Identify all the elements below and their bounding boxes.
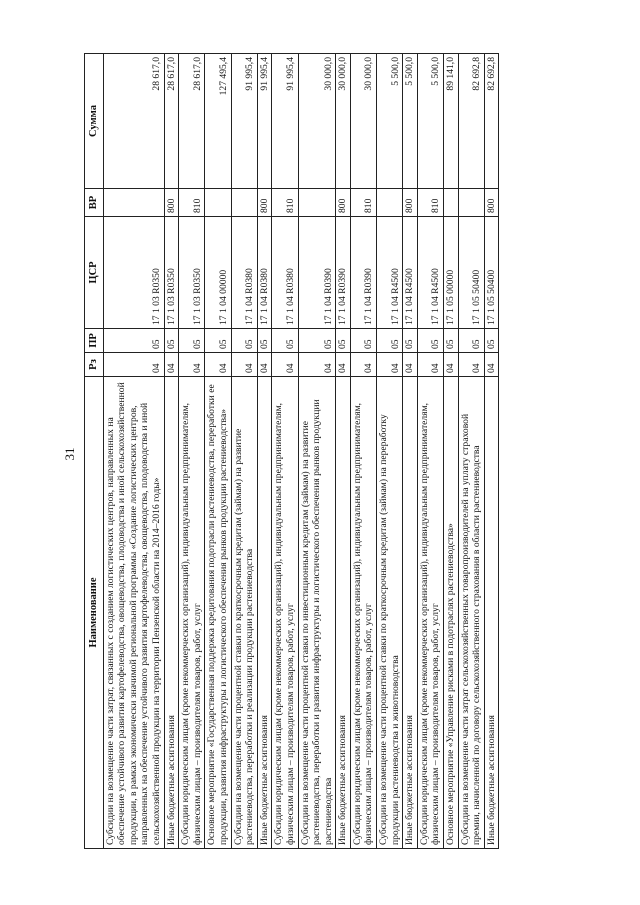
cell-vr: 800 [336,189,351,217]
cell-pr: 05 [403,329,418,353]
cell-rz: 04 [205,353,231,377]
cell-vr [458,189,484,217]
cell-csr: 17 1 05 00000 [444,217,459,329]
header-vr: ВР [85,189,104,217]
table-row [298,54,336,849]
table-body [103,54,499,849]
table-row [377,54,403,849]
cell-vr: 810 [417,189,443,217]
cell-pr: 05 [298,329,336,353]
cell-name: Основное мероприятие «Управление рисками в подотраслях растениеводства» [444,377,459,849]
cell-rz: 04 [444,353,459,377]
table-row [103,54,164,849]
cell-pr: 05 [205,329,231,353]
header-sum: Сумма [85,54,104,189]
header-row [85,54,104,849]
cell-name: Иные бюджетные ассигнования [484,377,499,849]
cell-csr: 17 1 04 R0390 [350,217,376,329]
cell-vr [377,189,403,217]
cell-sum: 28 617,0 [164,54,179,189]
cell-csr: 17 1 03 R0350 [179,217,205,329]
cell-pr: 05 [164,329,179,353]
cell-csr: 17 1 04 R0390 [336,217,351,329]
table-row [458,54,484,849]
cell-sum: 5 500,0 [417,54,443,189]
cell-csr: 17 1 04 R4500 [403,217,418,329]
cell-pr: 05 [458,329,484,353]
cell-name: Субсидии на возмещение части затрат сельскохозяйственных товаропроизводителей на уплату страховой премии, начисленной по договору сельскохозяйственного страхования в области растениеводства [458,377,484,849]
cell-rz: 04 [403,353,418,377]
table-row [403,54,418,849]
cell-name: Субсидии юридическим лицам (кроме некоммерческих организаций), индивидуальным предпринимателям, физическим лицам – производителям товаров, работ, услуг [272,377,298,849]
cell-name: Основное мероприятие «Государственная поддержка кредитования подотрасли растениеводства, переработки ее продукции, развития инфраструктуры и логистического обеспечения рынков продукции растениеводства» [205,377,231,849]
table-row [231,54,257,849]
cell-csr: 17 1 04 00000 [205,217,231,329]
table-row [350,54,376,849]
table-row [164,54,179,849]
cell-sum: 5 500,0 [403,54,418,189]
cell-vr [231,189,257,217]
cell-pr: 05 [336,329,351,353]
cell-vr [205,189,231,217]
cell-sum: 82 692,8 [458,54,484,189]
cell-sum: 30 000,0 [298,54,336,189]
cell-vr [298,189,336,217]
cell-vr: 800 [164,189,179,217]
cell-rz: 04 [484,353,499,377]
cell-csr: 17 1 04 R4500 [377,217,403,329]
cell-rz: 04 [103,353,164,377]
cell-vr: 810 [272,189,298,217]
cell-vr: 810 [350,189,376,217]
cell-name: Субсидии на возмещение части процентной ставки по краткосрочным кредитам (займам) на переработку продукции растениеводства и животноводства [377,377,403,849]
cell-name: Субсидии на возмещение части процентной ставки по краткосрочным кредитам (займам) на развитие растениеводства, переработки и реализации продукции растениеводства [231,377,257,849]
header-csr: ЦСР [85,217,104,329]
cell-name: Иные бюджетные ассигнования [336,377,351,849]
cell-csr: 17 1 04 R0390 [298,217,336,329]
table-row [272,54,298,849]
cell-csr: 17 1 04 R0380 [231,217,257,329]
cell-name: Иные бюджетные ассигнования [403,377,418,849]
cell-vr [444,189,459,217]
table-row [205,54,231,849]
cell-rz: 04 [417,353,443,377]
budget-table [84,53,499,849]
cell-rz: 04 [179,353,205,377]
page-number: 31 [62,447,77,461]
cell-name: Субсидии юридическим лицам (кроме некоммерческих организаций), индивидуальным предпринимателям, физическим лицам – производителям товаров, работ, услуг [179,377,205,849]
cell-pr: 05 [444,329,459,353]
cell-rz: 04 [164,353,179,377]
cell-name: Субсидии юридическим лицам (кроме некоммерческих организаций), индивидуальным предпринимателям, физическим лицам – производителям товаров, работ, услуг [350,377,376,849]
cell-pr: 05 [103,329,164,353]
header-name: Наименование [85,377,104,849]
cell-name: Иные бюджетные ассигнования [164,377,179,849]
cell-sum: 28 617,0 [179,54,205,189]
header-pr: ПР [85,329,104,353]
cell-csr: 17 1 03 R0350 [164,217,179,329]
cell-sum: 91 995,4 [231,54,257,189]
cell-rz: 04 [272,353,298,377]
cell-pr: 05 [257,329,272,353]
cell-sum: 127 495,4 [205,54,231,189]
cell-rz: 04 [350,353,376,377]
cell-sum: 82 692,8 [484,54,499,189]
table-row [417,54,443,849]
cell-csr: 17 1 04 R4500 [417,217,443,329]
cell-csr: 17 1 03 R0350 [103,217,164,329]
cell-pr: 05 [484,329,499,353]
cell-sum: 91 995,4 [272,54,298,189]
header-rz: Рз [85,353,104,377]
cell-csr: 17 1 05 50400 [458,217,484,329]
cell-rz: 04 [231,353,257,377]
cell-sum: 28 617,0 [103,54,164,189]
table-row [484,54,499,849]
cell-pr: 05 [350,329,376,353]
cell-rz: 04 [336,353,351,377]
cell-csr: 17 1 04 R0380 [257,217,272,329]
cell-vr: 800 [484,189,499,217]
cell-vr: 800 [403,189,418,217]
cell-pr: 05 [272,329,298,353]
cell-pr: 05 [417,329,443,353]
cell-name: Иные бюджетные ассигнования [257,377,272,849]
cell-sum: 30 000,0 [336,54,351,189]
cell-sum: 30 000,0 [350,54,376,189]
cell-name: Субсидии юридическим лицам (кроме некоммерческих организаций), индивидуальным предпринимателям, физическим лицам – производителям товаров, работ, услуг [417,377,443,849]
cell-pr: 05 [179,329,205,353]
cell-sum: 5 500,0 [377,54,403,189]
table-row [336,54,351,849]
cell-vr: 800 [257,189,272,217]
cell-rz: 04 [377,353,403,377]
cell-sum: 89 141,0 [444,54,459,189]
cell-rz: 04 [458,353,484,377]
table-row [179,54,205,849]
cell-rz: 04 [298,353,336,377]
cell-pr: 05 [377,329,403,353]
cell-csr: 17 1 05 50400 [484,217,499,329]
cell-name: Субсидии на возмещение части процентной ставки по инвестиционным кредитам (займам) на развитие растениеводства, переработки и развития инфраструктуры и логистического обеспечения рынков продукции растениеводства [298,377,336,849]
cell-vr: 810 [179,189,205,217]
table-row [257,54,272,849]
cell-pr: 05 [231,329,257,353]
cell-rz: 04 [257,353,272,377]
cell-sum: 91 995,4 [257,54,272,189]
rotated-page [62,54,603,849]
cell-vr [103,189,164,217]
table-row [444,54,459,849]
cell-csr: 17 1 04 R0380 [272,217,298,329]
cell-name: Субсидии на возмещение части затрат, связанных с созданием логистических центров, направленных на обеспечение устойчивого развития картофелеводства, овощеводства, плодоводства и иной сельскохозяйственной продукции, в рамках экономически значимой региональной программы «Создание логистических центров, направленных на обеспечение устойчивого развития картофелеводства, овощеводства, плодоводства и иной сельскохозяйственной продукции на территории Пензенской области на 2014–2016 годы» [103,377,164,849]
